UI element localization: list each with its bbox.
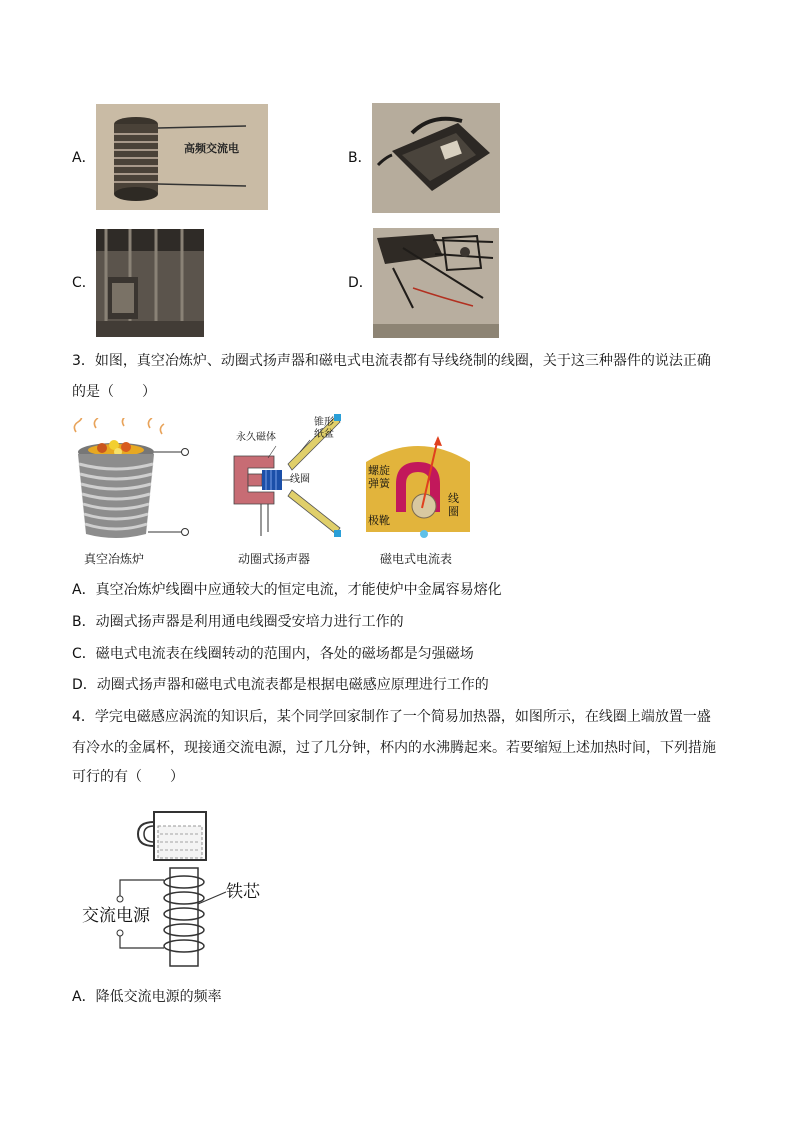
- q4-stem-line3: 可行的有（ ）: [72, 769, 184, 785]
- option-a-photo: [96, 104, 268, 210]
- meter-label-coil1: 线: [448, 492, 459, 505]
- option-c-label: C．: [72, 275, 96, 291]
- option-a-photo-text: 高频交流电: [184, 142, 239, 155]
- caption-speaker: 动圈式扬声器: [238, 552, 311, 566]
- option-d-photo: [373, 228, 499, 338]
- speaker-label-cone1: 锥形: [314, 417, 334, 428]
- option-d-label: D．: [348, 275, 373, 291]
- caption-vacuum-furnace: 真空冶炼炉: [84, 552, 145, 566]
- caption-galvanometer: 磁电式电流表: [380, 552, 453, 566]
- speaker-figure: [228, 412, 358, 548]
- heater-label-core: 铁芯: [226, 882, 260, 902]
- vacuum-furnace-figure: [66, 418, 196, 548]
- q3-option-b: B．动圈式扬声器是利用通电线圈受安培力进行工作的: [72, 614, 404, 630]
- meter-label-spring2: 弹簧: [368, 477, 390, 490]
- meter-label-spring1: 螺旋: [368, 464, 390, 477]
- q3-stem-line1: 3．如图，真空冶炼炉、动圈式扬声器和磁电式电流表都有导线绕制的线圈，关于这三种器件的说法正确: [72, 353, 711, 369]
- q3-stem-line2: 的是（ ）: [72, 384, 156, 400]
- meter-label-coil2: 圈: [448, 505, 459, 518]
- q3-option-a: A．真空冶炼炉线圈中应通较大的恒定电流，才能使炉中金属容易熔化: [72, 582, 502, 598]
- heater-label-source: 交流电源: [82, 906, 150, 926]
- meter-label-pole: 极靴: [368, 514, 390, 527]
- q3-option-d: D．动圈式扬声器和磁电式电流表都是根据电磁感应原理进行工作的: [72, 677, 489, 693]
- q4-stem-line2: 有冷水的金属杯，现接通交流电源，过了几分钟，杯内的水沸腾起来。若要缩短上述加热时间，下列措施: [72, 740, 716, 756]
- option-a-label: A．: [72, 150, 96, 166]
- option-b-label: B．: [348, 150, 372, 166]
- q4-stem-line1: 4．学完电磁感应涡流的知识后，某个同学回家制作了一个简易加热器，如图所示，在线圈上端放置一盛: [72, 709, 711, 725]
- option-b-photo: [372, 103, 500, 213]
- q3-option-c: C．磁电式电流表在线圈转动的范围内，各处的磁场都是匀强磁场: [72, 646, 474, 662]
- q4-option-a: A．降低交流电源的频率: [72, 989, 222, 1005]
- speaker-label-magnet: 永久磁体: [236, 432, 276, 443]
- heater-figure: [80, 800, 280, 972]
- galvanometer-figure: [366, 436, 470, 548]
- speaker-label-coil: 线圈: [290, 474, 310, 485]
- speaker-label-cone2: 纸盆: [314, 429, 334, 440]
- option-c-photo: [96, 229, 204, 337]
